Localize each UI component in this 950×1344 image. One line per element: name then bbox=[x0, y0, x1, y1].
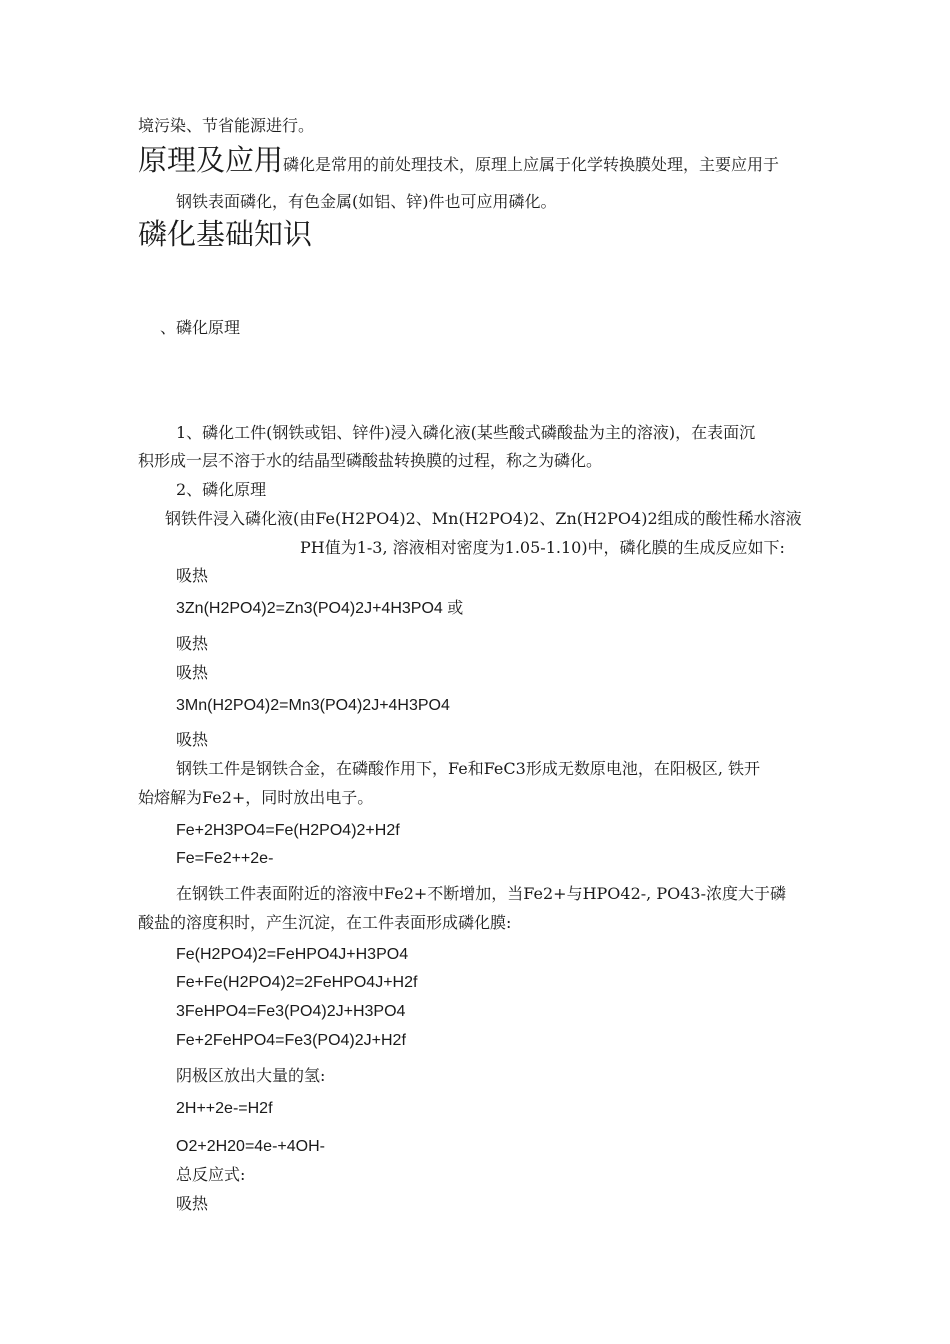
equation-film-4: Fe+2FeHPO4=Fe3(PO4)2J+H2f bbox=[176, 1032, 406, 1049]
principle-application-text-2: 钢铁表面磷化，有色金属(如铝、锌)件也可应用磷化。 bbox=[176, 192, 557, 211]
heat-label-1: 吸热 bbox=[176, 566, 209, 585]
equation-film-3: 3FeHPO4=Fe3(PO4)2J+H3PO4 bbox=[176, 1003, 406, 1020]
equation-hydrogen: 2H++2e-=H2f bbox=[176, 1100, 273, 1117]
total-reaction-label: 总反应式: bbox=[176, 1165, 246, 1184]
para-4-line-1: 在钢铁工件表面附近的溶液中Fe2+不断增加，当Fe2+与HPO42-, PO43-浓度大于磷 bbox=[176, 884, 786, 903]
para-3-line-2: 始熔解为Fe2+，同时放出电子。 bbox=[138, 788, 374, 807]
heat-label-2: 吸热 bbox=[176, 634, 209, 653]
equation-film-1: Fe(H2PO4)2=FeHPO4J+H3PO4 bbox=[176, 946, 409, 963]
equation-fe-2: Fe=Fe2++2e- bbox=[176, 850, 274, 867]
equation-fe-1: Fe+2H3PO4=Fe(H2PO4)2+H2f bbox=[176, 822, 400, 839]
principle-application-heading: 原理及应用 bbox=[138, 143, 284, 177]
item-2-title: 2、磷化原理 bbox=[176, 480, 267, 499]
equation-film-2: Fe+Fe(H2PO4)2=2FeHPO4J+H2f bbox=[176, 974, 418, 991]
heat-label-5: 吸热 bbox=[176, 1194, 209, 1213]
intro-continuation: 境污染、节省能源进行。 bbox=[138, 116, 315, 135]
para-3-line-1: 钢铁工件是钢铁合金，在磷酸作用下，Fe和FeC3形成无数原电池，在阳极区, 铁开 bbox=[176, 759, 760, 778]
heat-label-3: 吸热 bbox=[176, 663, 209, 682]
para-1-line-2: 积形成一层不溶于水的结晶型磷酸盐转换膜的过程，称之为磷化。 bbox=[138, 451, 603, 470]
equation-zn: 3Zn(H2PO4)2=Zn3(PO4)2J+4H3PO4 或 bbox=[176, 600, 464, 617]
cathode-text: 阴极区放出大量的氢: bbox=[176, 1066, 326, 1085]
basics-heading: 磷化基础知识 bbox=[138, 217, 313, 251]
principle-application-line bbox=[138, 143, 779, 182]
para-2-line-1: 钢铁件浸入磷化液(由Fe(H2PO4)2、Mn(H2PO4)2、Zn(H2PO4)2组成的酸性稀水溶液 bbox=[165, 509, 802, 528]
principle-application-text-1: 磷化是常用的前处理技术，原理上应属于化学转换膜处理，主要应用于 bbox=[283, 155, 780, 174]
equation-oxygen: O2+2H20=4e-+4OH- bbox=[176, 1138, 325, 1155]
para-1-line-1: 1、磷化工件(钢铁或铝、锌件)浸入磷化液(某些酸式磷酸盐为主的溶液)，在表面沉 bbox=[176, 423, 756, 442]
equation-mn: 3Mn(H2PO4)2=Mn3(PO4)2J+4H3PO4 bbox=[176, 697, 450, 714]
section-title: 、磷化原理 bbox=[160, 318, 241, 337]
heat-label-4: 吸热 bbox=[176, 730, 209, 749]
para-4-line-2: 酸盐的溶度积时，产生沉淀，在工件表面形成磷化膜: bbox=[138, 913, 512, 932]
para-2-line-2: PH值为1-3, 溶液相对密度为1.05-1.10)中，磷化膜的生成反应如下: bbox=[300, 538, 785, 557]
